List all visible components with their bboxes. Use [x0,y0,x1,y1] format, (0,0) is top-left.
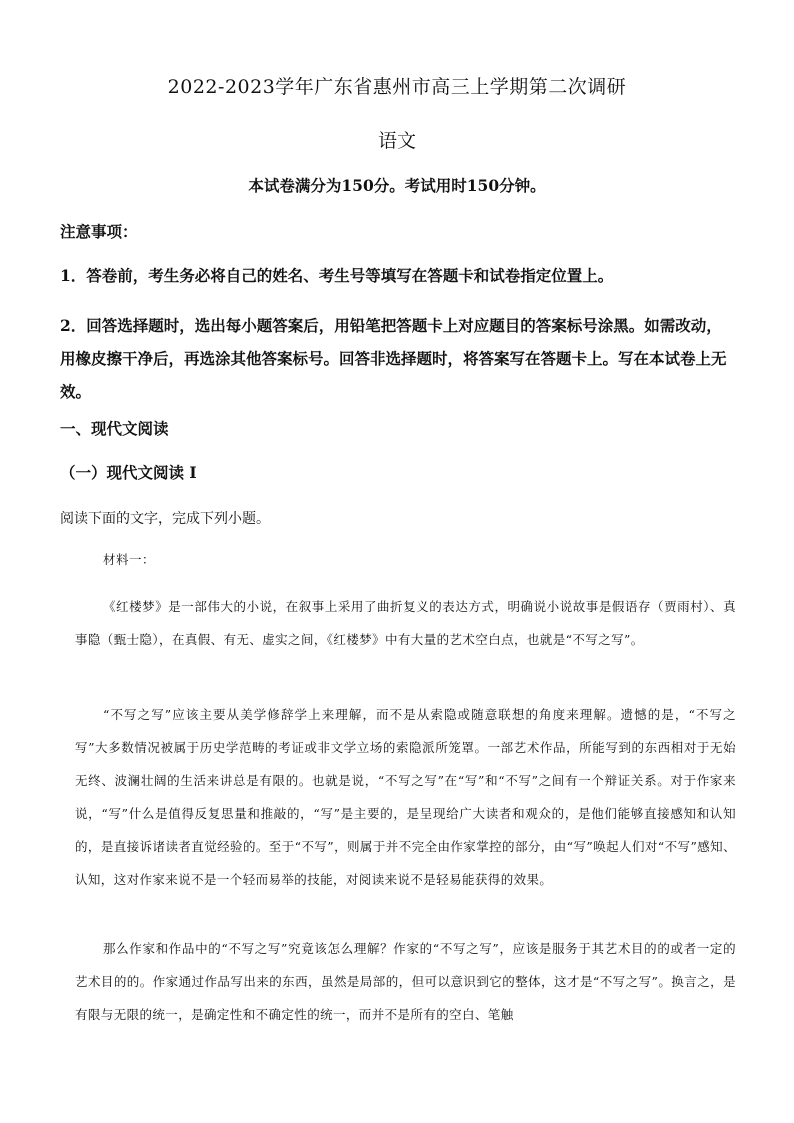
subsection-heading: （一）现代文阅读 I [60,463,197,482]
notice-item-2: 2．回答选择题时，选出每小题答案后，用铅笔把答题卡上对应题目的答案标号涂黑。如需改动，用橡皮擦干净后，再选涂其他答案标号。回答非选择题时，将答案写在答题卡上。写在本试卷上无效。 [60,316,727,401]
section-heading: 一、现代文阅读 [60,419,169,438]
material-paragraph-1: 《红楼梦》是一部伟大的小说，在叙事上采用了曲折复义的表达方式，明确说小说故事是假语存（贾雨村）、真事隐（甄士隐），在真假、有无、虚实之间，《红楼梦》中有大量的艺术空白点，也就是“不写之写”。 [75,599,736,647]
material-paragraph-3: 那么作家和作品中的“不写之写”究竟该怎么理解？作家的“不写之写”，应该是服务于其艺术目的的或者一定的艺术目的的。作家通过作品写出来的东西，虽然是局部的，但可以意识到它的整体，这才是“不写之写”。换言之，是有限与无限的统一，是确定性和不确定性的统一，而并不是所有的空白、笔触 [75,941,736,1022]
notice-item-1: 1．答卷前，考生务必将自己的姓名、考生号等填写在答题卡和试卷指定位置上。 [60,266,614,285]
reading-instruction: 阅读下面的文字，完成下列小题。 [60,511,270,527]
document-title: 2022-2023学年广东省惠州市高三上学期第二次调研 [167,76,627,98]
material-label: 材料一： [103,552,156,567]
subject-heading: 语文 [377,130,416,152]
material-paragraph-2: “不写之写”应该主要从美学修辞学上来理解，而不是从索隐或随意联想的角度来理解。遗憾的是，“不写之写”大多数情况被属于历史学范畴的考证或非文学立场的索隐派所笼罩。一部艺术作品，所能写到的东西相对于无始无终、波澜壮阔的生活来讲总是有限的。也就是说，“不写之写”在“写”和“不写”之间有一个辩证关系。对于作家来说，“写”什么是值得反复思量和推敲的，“写”是主要的，是呈现给广大读者和观众的，是他们能够直接感知和认知的，是直接诉诸读者直觉经验的。至于“不写”，则属于并不完全由作家掌控的部分，由“写”唤起人们对“不写”感知、认知，这对作家来说不是一个轻而易举的技能，对阅读来说不是轻易能获得的效果。 [75,707,736,887]
notice-heading: 注意事项： [60,222,138,241]
exam-info: 本试卷满分为150分。考试用时150分钟。 [248,176,546,195]
